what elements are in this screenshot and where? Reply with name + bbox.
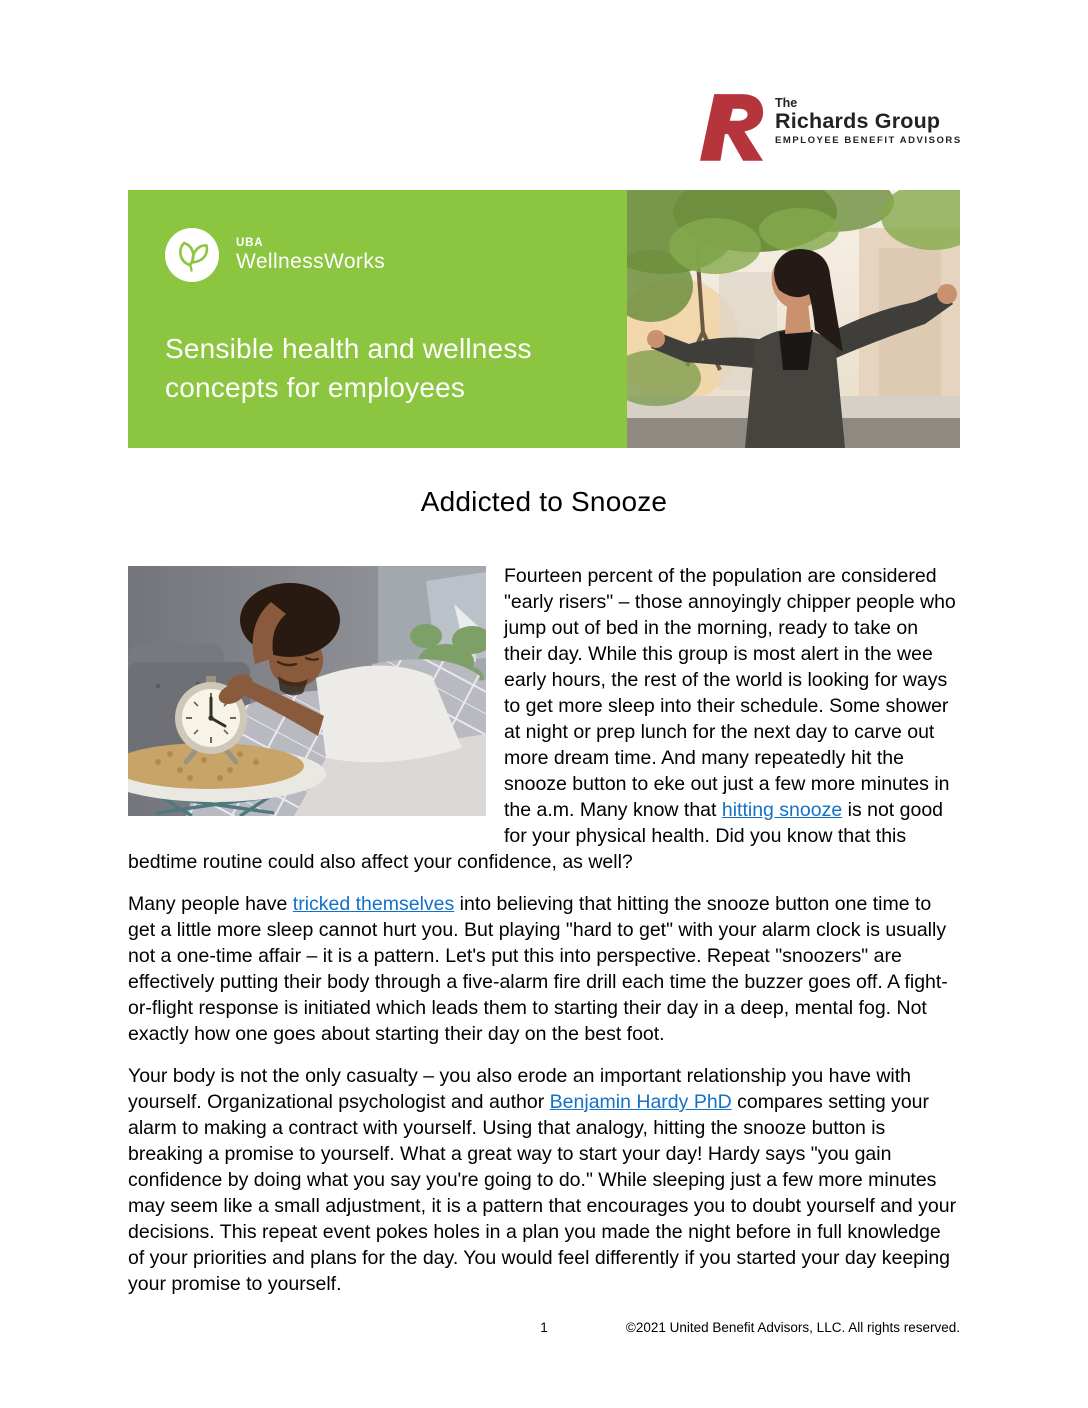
article-body — [128, 563, 960, 1313]
paragraph-text: Many people have — [128, 893, 293, 915]
paragraph-2 — [128, 891, 960, 1047]
link-hitting-snooze[interactable]: hitting snooze — [721, 799, 843, 821]
brand-text-block — [775, 90, 962, 146]
page-footer — [128, 1320, 960, 1340]
page-number: 1 — [540, 1320, 548, 1335]
paragraph-text: Fourteen percent of the population are considered "early risers" – those annoyingly chipper people who jump out of bed in the morning, ready to take on their day. While this group is most alert in the wee early hours, the rest of the world is looking for ways to get more sleep into their schedule. Some shower at night or prep lunch for the next day to carve out more dream time. And many repeatedly hit the snooze button to eke out just a few more minutes in the a.m. Many know that — [504, 565, 956, 821]
banner-heading-line2: concepts for employees — [165, 372, 466, 403]
paragraph-text: is not good for your physical health. Did you know that this bedtime routine could also affect your confidence, as well? — [128, 799, 944, 873]
link-benjamin-hardy-phd[interactable]: Benjamin Hardy PhD — [549, 1091, 732, 1113]
banner-photo-woman-outdoors — [627, 190, 960, 448]
richards-r-icon — [700, 90, 764, 164]
banner-green-panel — [128, 190, 627, 448]
brand-the: The — [775, 96, 798, 110]
uba-text-block — [236, 237, 385, 274]
paragraph-3 — [128, 1063, 960, 1297]
paragraph-text: Your body is not the only casualty – you also erode an important relationship you have with yourself. Organizational psychologist and author — [128, 1065, 912, 1113]
banner-heading-line1: Sensible health and wellness — [165, 333, 532, 364]
link-tricked-themselves[interactable]: tricked themselves — [292, 893, 455, 915]
leaf-icon — [165, 228, 219, 282]
brand-name: Richards Group — [775, 109, 941, 133]
wellnessworks-banner — [128, 190, 960, 448]
copyright-text: ©2021 United Benefit Advisors, LLC. All rights reserved. — [625, 1320, 960, 1335]
paragraph-text: into believing that hitting the snooze button one time to get a little more sleep cannot hurt you. But playing "hard to get" with your alarm clock is usually not a one-time affair – it is a pattern. Let's put this into perspective. Repeat "snoozers" are effectively putting their body through a five-alarm fire drill each time the buzzer goes off. A fight-or-flight response is initiated which leads them to starting their day in a deep, mental fog. Not exactly how one goes about starting their day on the best foot. — [128, 893, 948, 1045]
richards-group-logo — [700, 90, 962, 164]
uba-logo-row — [165, 228, 627, 282]
paragraph-text: compares setting your alarm to making a contract with yourself. Using that analogy, hitting the snooze button is breaking a promise to yourself. What a great way to start your day! Hardy says "you gain confidence by doing what you say you're going to do." While sleeping just a few more minutes may seem like a small adjustment, it is a pattern that encourages you to doubt yourself and your decisions. This repeat event pokes holes in a plan you made the night before in full knowledge of your priorities and plans for the day. You would feel differently if you started your day keeping your promise to yourself. — [128, 1091, 957, 1295]
brand-tagline: EMPLOYEE BENEFIT ADVISORS — [775, 135, 962, 146]
banner-heading — [165, 329, 627, 407]
article-photo-man-alarm-clock — [128, 566, 486, 816]
product-label: WellnessWorks — [236, 249, 386, 273]
uba-label: UBA — [236, 236, 264, 249]
page-title: Addicted to Snooze — [420, 486, 668, 517]
